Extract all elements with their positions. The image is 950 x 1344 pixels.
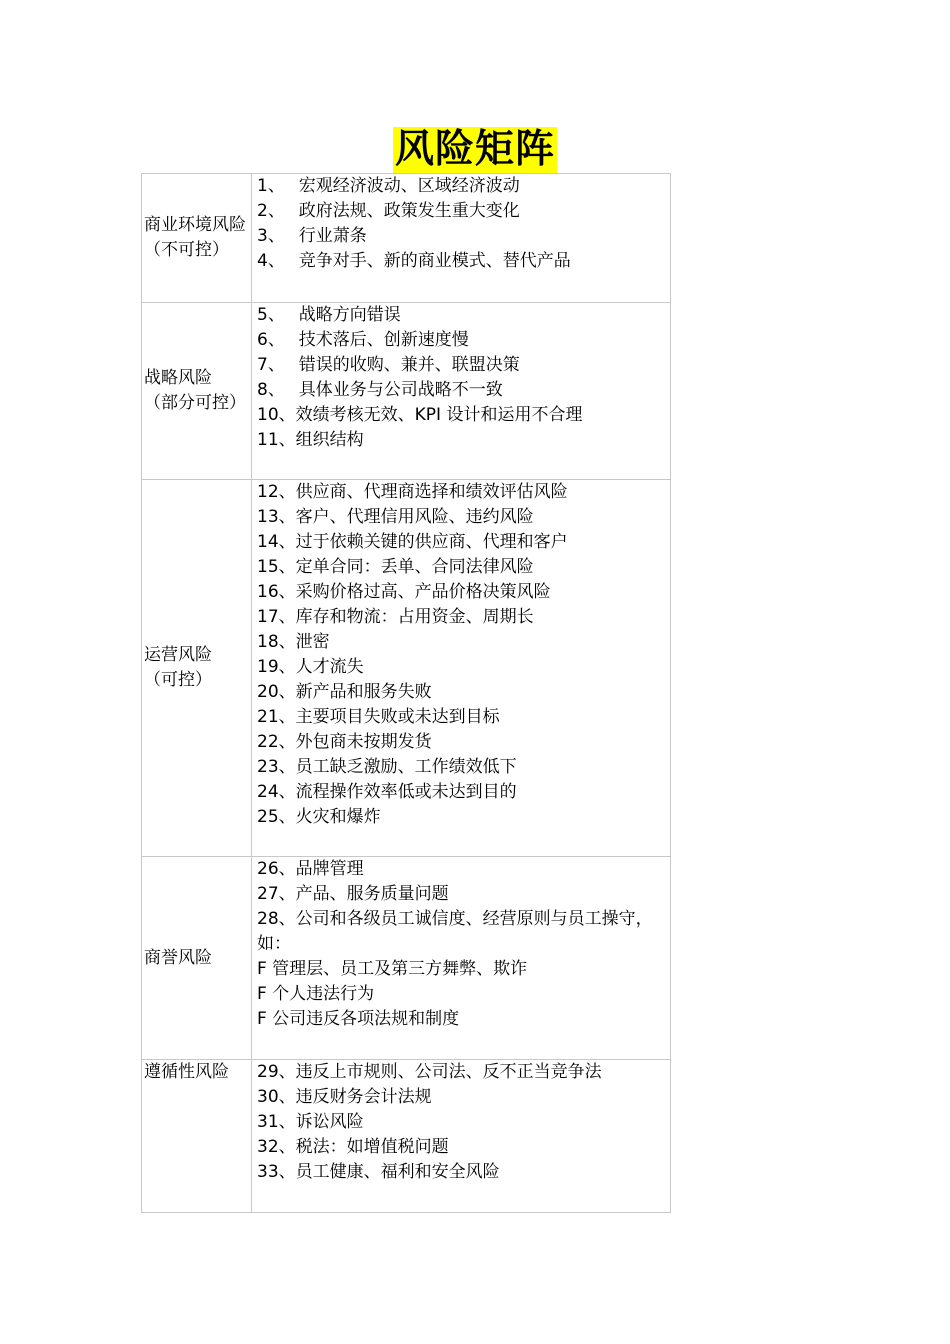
- risk-row: [142, 174, 671, 303]
- risk-matrix-body: [142, 174, 671, 1213]
- risk-item: 8、 具体业务与公司战略不一致: [257, 380, 503, 400]
- risk-item: 5、 战略方向错误: [257, 305, 401, 325]
- risk-item: 3、 行业萧条: [257, 226, 367, 246]
- risk-item: 14、过于依赖关键的供应商、代理和客户: [257, 532, 568, 552]
- risk-item: 28、公司和各级员工诚信度、经营原则与员工操守，: [257, 909, 653, 929]
- risk-items-cell: [252, 480, 671, 857]
- risk-item: F 个人违法行为: [257, 984, 375, 1004]
- risk-row: [142, 857, 671, 1060]
- risk-item: 26、品牌管理: [257, 859, 364, 879]
- risk-item: 13、客户、代理信用风险、违约风险: [257, 507, 534, 527]
- risk-item: 24、流程操作效率低或未达到目的: [257, 782, 517, 802]
- risk-item: 19、人才流失: [257, 657, 364, 677]
- risk-category-cell: [142, 303, 252, 480]
- risk-category-label: 遵循性风险: [144, 1062, 229, 1082]
- risk-item: 25、火灾和爆炸: [257, 807, 381, 827]
- risk-category-label: （部分可控）: [144, 393, 246, 413]
- risk-item: F 公司违反各项法规和制度: [257, 1009, 460, 1029]
- risk-item: F 管理层、员工及第三方舞弊、欺诈: [257, 959, 528, 979]
- risk-item: 1、 宏观经济波动、区域经济波动: [257, 176, 520, 196]
- risk-item: 7、 错误的收购、兼并、联盟决策: [257, 355, 520, 375]
- risk-category-label: 战略风险: [144, 368, 212, 388]
- risk-category-label: 商誉风险: [144, 947, 212, 968]
- risk-category-cell: [142, 174, 252, 303]
- page-title: 风险矩阵: [394, 127, 555, 172]
- risk-category-cell: [142, 857, 252, 1060]
- risk-category-label: 商业环境风险: [144, 215, 246, 235]
- risk-item: 18、泄密: [257, 632, 330, 652]
- risk-row: [142, 303, 671, 480]
- risk-item: 10、效绩考核无效、KPI 设计和运用不合理: [257, 405, 583, 425]
- risk-item: 11、组织结构: [257, 430, 364, 450]
- risk-item: 15、定单合同：丢单、合同法律风险: [257, 557, 534, 577]
- risk-item: 17、库存和物流：占用资金、周期长: [257, 607, 534, 627]
- risk-item: 4、 竞争对手、新的商业模式、替代产品: [257, 251, 571, 271]
- risk-category-cell: [142, 480, 252, 857]
- risk-category-label: （可控）: [144, 670, 212, 690]
- risk-category-label: （不可控）: [144, 240, 229, 260]
- risk-items-cell: [252, 857, 671, 1060]
- risk-item: 2、 政府法规、政策发生重大变化: [257, 201, 520, 221]
- risk-item: 22、外包商未按期发货: [257, 732, 432, 752]
- risk-item: 6、 技术落后、创新速度慢: [257, 330, 469, 350]
- risk-items-cell: [252, 303, 671, 480]
- risk-matrix-table: [141, 173, 671, 1213]
- risk-item: 21、主要项目失败或未达到目标: [257, 707, 500, 727]
- risk-row: [142, 1060, 671, 1213]
- risk-items-cell: [252, 1060, 671, 1213]
- risk-item: 27、产品、服务质量问题: [257, 884, 449, 904]
- risk-item: 23、员工缺乏激励、工作绩效低下: [257, 757, 517, 777]
- risk-item: 32、税法：如增值税问题: [257, 1137, 449, 1157]
- risk-category-cell: [142, 1060, 252, 1213]
- risk-items-cell: [252, 174, 671, 303]
- risk-item: 20、新产品和服务失败: [257, 682, 432, 702]
- risk-item: 31、诉讼风险: [257, 1112, 364, 1132]
- risk-item: 30、违反财务会计法规: [257, 1087, 432, 1107]
- risk-category-label: 运营风险: [144, 645, 212, 665]
- risk-item: 16、采购价格过高、产品价格决策风险: [257, 582, 551, 602]
- risk-row: [142, 480, 671, 857]
- risk-item: 33、员工健康、福利和安全风险: [257, 1162, 500, 1182]
- risk-item: 如：: [257, 934, 291, 954]
- risk-item: 12、供应商、代理商选择和绩效评估风险: [257, 482, 568, 502]
- title-wrapper: [0, 127, 950, 173]
- risk-item: 29、违反上市规则、公司法、反不正当竞争法: [257, 1062, 602, 1082]
